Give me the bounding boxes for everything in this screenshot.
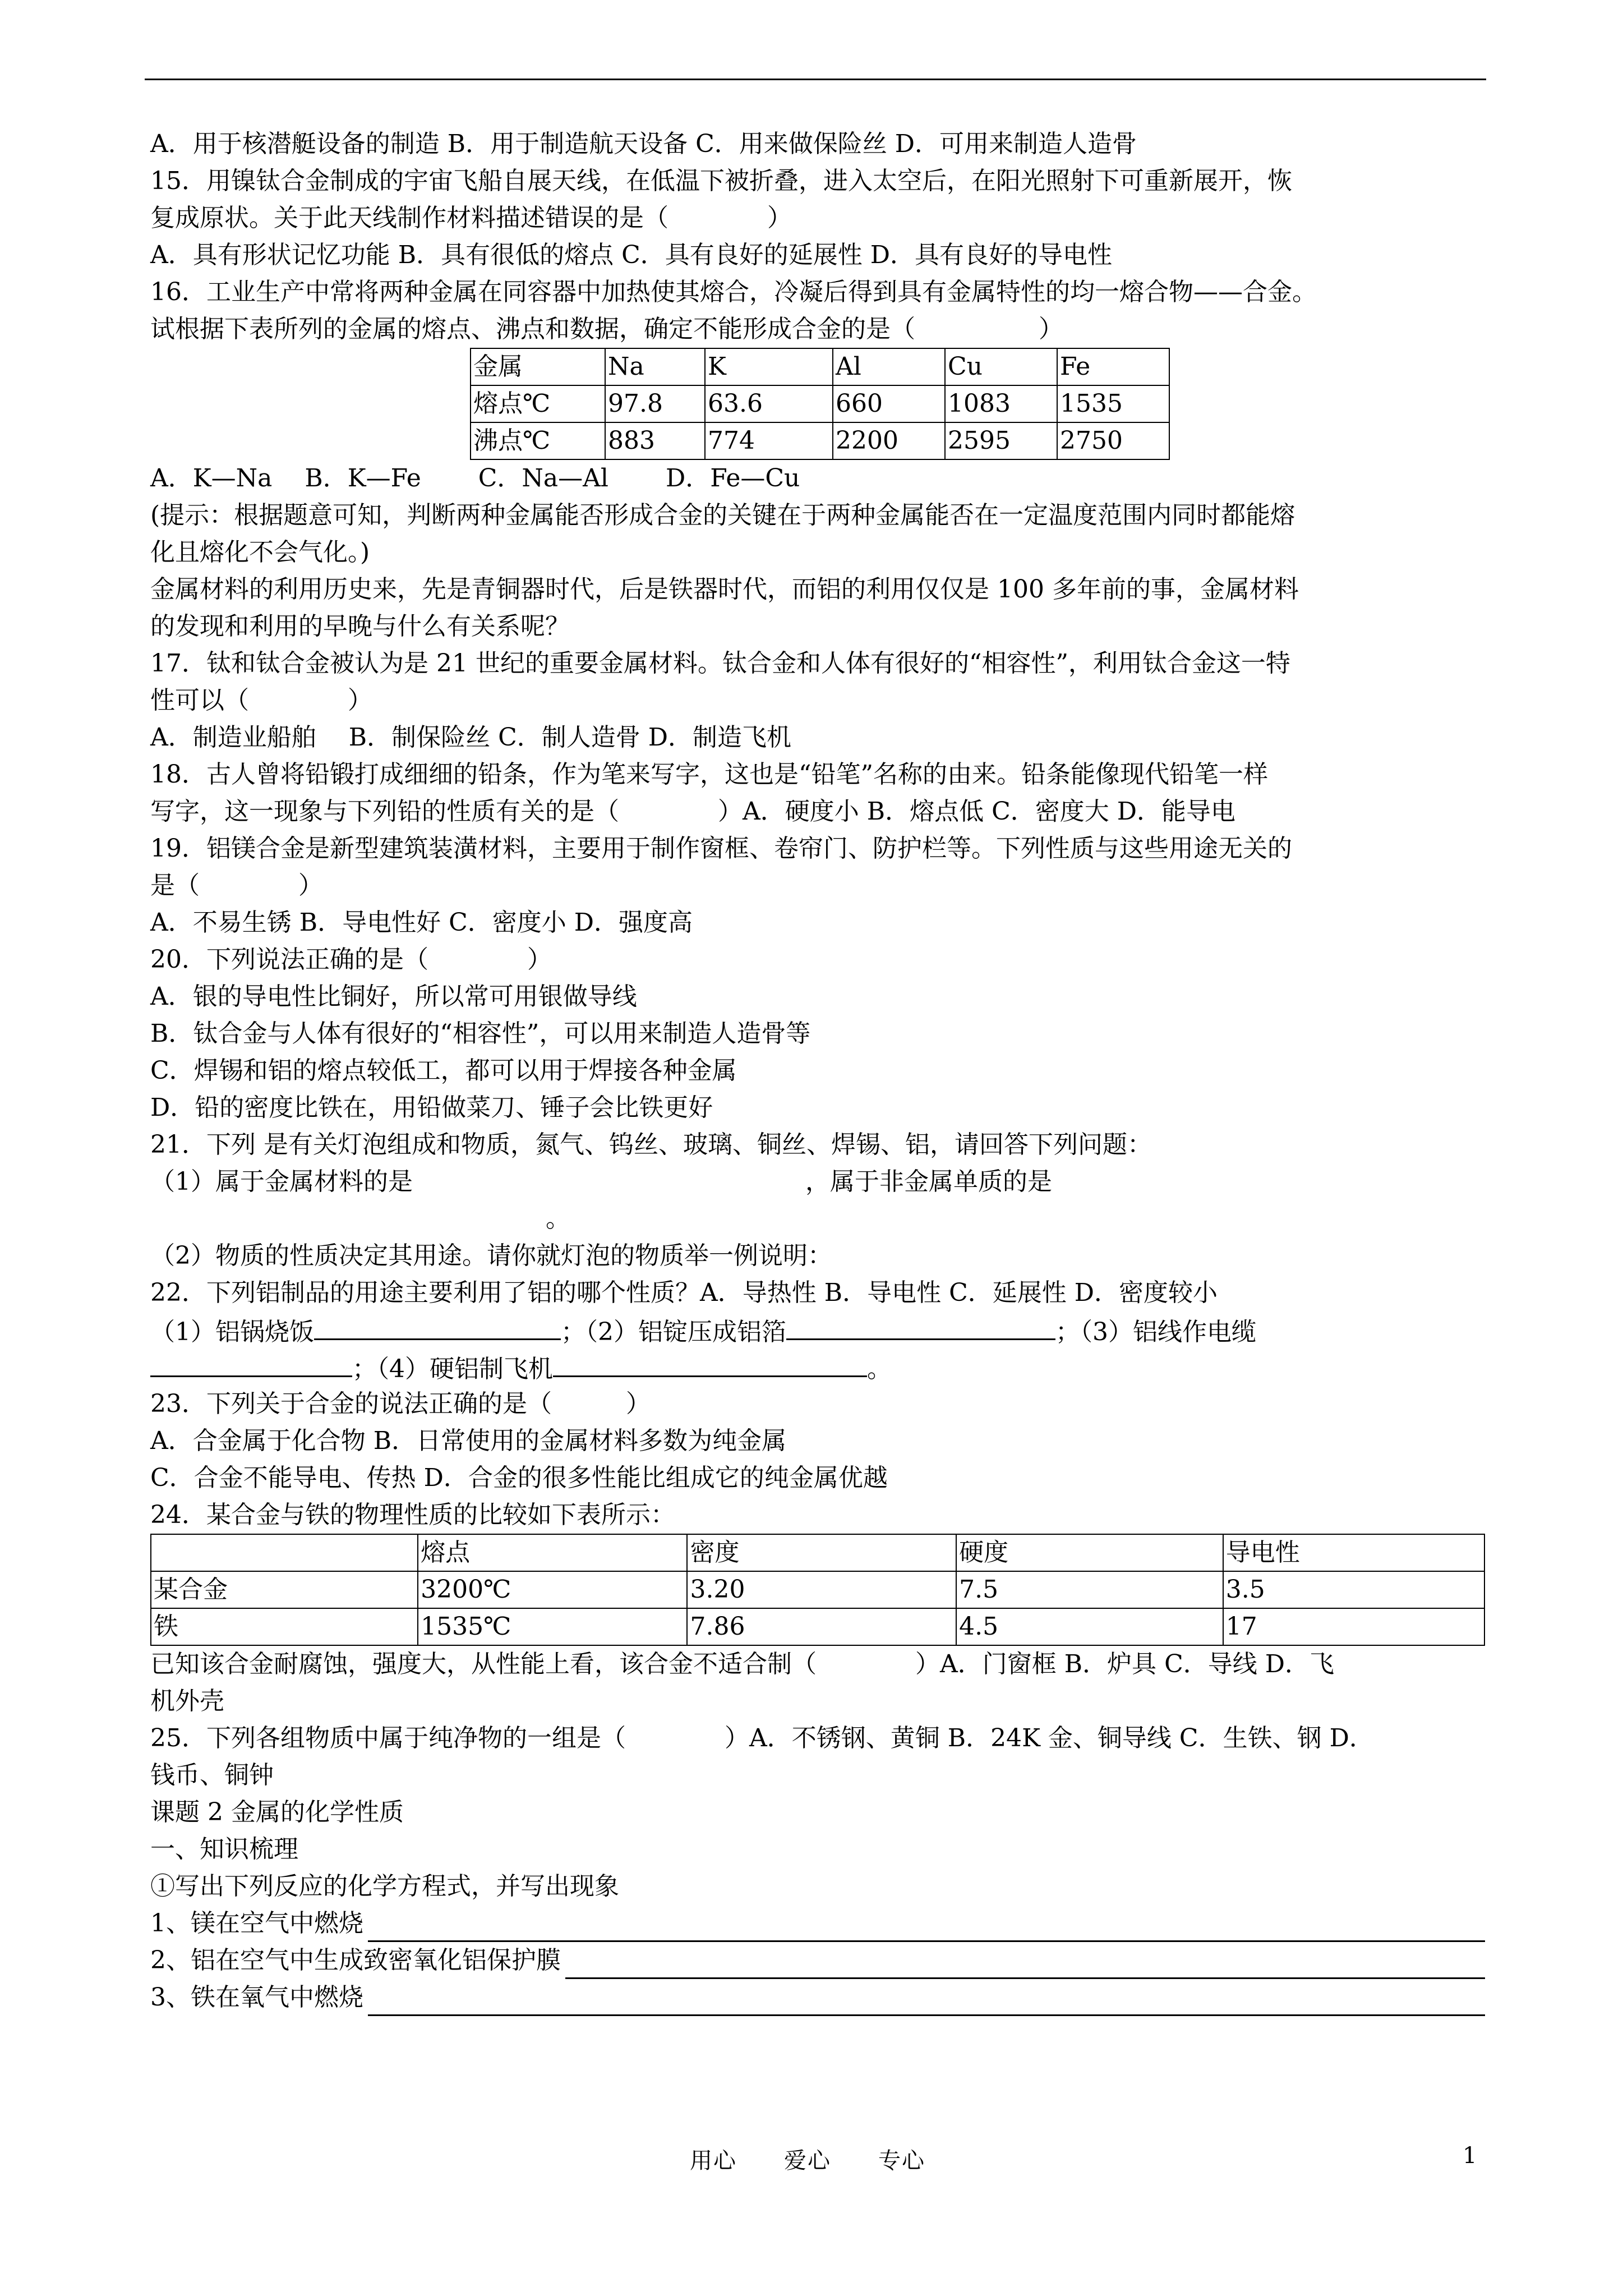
q22-label-4: ；（4）硬铝制飞机 bbox=[352, 1355, 553, 1383]
q22-answer-blank-4[interactable] bbox=[553, 1349, 867, 1377]
table-cell: 铁 bbox=[151, 1608, 418, 1645]
table-cell: 1083 bbox=[945, 385, 1057, 422]
table-row bbox=[151, 1608, 1484, 1645]
q25-stem-cont: 钱币、铜钟 bbox=[150, 1761, 274, 1789]
footer-motto: 用心 爱心 专心 bbox=[690, 2148, 925, 2174]
q20-stem: 20．下列说法正确的是（ ） bbox=[150, 945, 552, 974]
subsection-title: 一、知识梳理 bbox=[150, 1835, 298, 1864]
table-cell: 硬度 bbox=[956, 1534, 1223, 1571]
q24-stem: 24．某合金与铁的物理性质的比较如下表所示： bbox=[150, 1501, 675, 1529]
q22-answer-blank-3[interactable] bbox=[150, 1349, 352, 1377]
q24-question: 已知该合金耐腐蚀，强度大，从性能上看，该合金不适合制（ ）A．门窗框 B．炉具 C．导线 D．飞 bbox=[150, 1650, 1335, 1678]
table-cell: 4.5 bbox=[956, 1608, 1223, 1645]
table-header-row bbox=[151, 1534, 1484, 1571]
q19-stem-cont: 是（ ） bbox=[150, 871, 323, 900]
table-cell: 2595 bbox=[945, 422, 1057, 459]
instruction-text: ①写出下列反应的化学方程式，并写出现象 bbox=[150, 1872, 619, 1901]
q19-options: A．不易生锈 B．导电性好 C．密度小 D．强度高 bbox=[150, 908, 693, 937]
q14-options: A．用于核潜艇设备的制造 B．用于制造航天设备 C．用来做保险丝 D．可用来制造人造骨 bbox=[150, 130, 1137, 158]
q17-options: A．制造业船舶 B．制保险丝 C．制人造骨 D．制造飞机 bbox=[150, 723, 792, 752]
q21-part1-label-b: ，属于非金属单质的是 bbox=[805, 1167, 1052, 1196]
q20-option-a: A．银的导电性比铜好，所以常可用银做导线 bbox=[150, 982, 637, 1011]
document-body bbox=[150, 126, 1485, 2016]
q17-stem: 17．钛和钛合金被认为是 21 世纪的重要金属材料。钛合金和人体有很好的“相容性”，利用钛合金这一特 bbox=[150, 649, 1290, 678]
reaction-3-row bbox=[150, 1979, 1485, 2016]
q15-stem-cont: 复成原状。关于此天线制作材料描述错误的是（ ） bbox=[150, 204, 792, 232]
table-header-row bbox=[471, 348, 1169, 385]
table-cell: 金属 bbox=[471, 348, 605, 385]
table-cell: 2750 bbox=[1057, 422, 1169, 459]
table-cell: 2200 bbox=[833, 422, 945, 459]
q22-label-3: ；（3）铝线作电缆 bbox=[1055, 1318, 1256, 1346]
table-cell: 熔点 bbox=[418, 1534, 687, 1571]
hint-text-cont: 化且熔化不会气化。) bbox=[150, 538, 370, 567]
q21-part1-end: 。 bbox=[546, 1204, 570, 1233]
table-cell: 17 bbox=[1223, 1608, 1484, 1645]
q15-stem: 15．用镍钛合金制成的宇宙飞船自展天线，在低温下被折叠，进入太空后，在阳光照射下可重新展开，恢 bbox=[150, 167, 1292, 195]
q22-answers-row1 bbox=[150, 1312, 1485, 1349]
table-cell: 883 bbox=[605, 422, 705, 459]
q21-part2: （2）物质的性质决定其用途。请你就灯泡的物质举一例说明： bbox=[150, 1241, 832, 1270]
q22-stem: 22．下列铝制品的用途主要利用了铝的哪个性质？A．导热性 B．导电性 C．延展性 D．密度较小 bbox=[150, 1278, 1218, 1307]
reaction-2-answer-blank[interactable] bbox=[565, 1949, 1485, 1979]
q19-stem: 19．铝镁合金是新型建筑装潢材料，主要用于制作窗框、卷帘门、防护栏等。下列性质与这些用途无关的 bbox=[150, 834, 1292, 863]
q22-answer-blank-1[interactable] bbox=[314, 1312, 561, 1340]
table-row bbox=[471, 422, 1169, 459]
table-cell: 导电性 bbox=[1223, 1534, 1484, 1571]
table-row bbox=[151, 1571, 1484, 1608]
reaction-2-label: 2、铝在空气中生成致密氧化铝保护膜 bbox=[150, 1946, 561, 1975]
q21-stem: 21．下列 是有关灯泡组成和物质，氮气、钨丝、玻璃、铜丝、焊锡、铝，请回答下列问题： bbox=[150, 1130, 1152, 1159]
q16-options: A．K—Na B．K—Fe C．Na—Al D．Fe—Cu bbox=[150, 464, 800, 493]
q18-stem: 18．古人曾将铅锻打成细细的铅条，作为笔来写字，这也是“铅笔”名称的由来。铅条能像现代铅笔一样 bbox=[150, 760, 1268, 789]
table-cell: 熔点℃ bbox=[471, 385, 605, 422]
table-cell: 某合金 bbox=[151, 1571, 418, 1608]
q16-stem: 16．工业生产中常将两种金属在同容器中加热使其熔合，冷凝后得到具有金属特性的均一熔合物——合金。 bbox=[150, 278, 1317, 306]
history-paragraph: 金属材料的利用历史来，先是青铜器时代，后是铁器时代，而铝的利用仅仅是 100 多年前的事，金属材料 bbox=[150, 575, 1299, 604]
table-cell: Cu bbox=[945, 348, 1057, 385]
q22-answers-row2 bbox=[150, 1349, 1485, 1386]
table-cell: 63.6 bbox=[705, 385, 833, 422]
section-title: 课题 2 金属的化学性质 bbox=[150, 1798, 404, 1826]
alloy-vs-iron-table bbox=[150, 1534, 1485, 1646]
reaction-1-answer-blank[interactable] bbox=[368, 1912, 1485, 1942]
reaction-1-row bbox=[150, 1905, 1485, 1942]
page-number: 1 bbox=[1463, 2143, 1477, 2169]
history-paragraph-cont: 的发现和利用的早晚与什么有关系呢？ bbox=[150, 612, 570, 641]
hint-text: (提示：根据题意可知，判断两种金属能否形成合金的关键在于两种金属能否在一定温度范围内同时都能熔 bbox=[150, 501, 1295, 530]
table-cell: 660 bbox=[833, 385, 945, 422]
q20-option-d: D．铅的密度比铁在，用铅做菜刀、锤子会比铁更好 bbox=[150, 1093, 713, 1122]
q16-stem-cont: 试根据下表所列的金属的熔点、沸点和数据，确定不能形成合金的是（ ） bbox=[150, 315, 1063, 343]
table-cell: 7.5 bbox=[956, 1571, 1223, 1608]
reaction-3-answer-blank[interactable] bbox=[368, 1986, 1485, 2016]
q20-option-b: B．钛合金与人体有很好的“相容性”，可以用来制造人造骨等 bbox=[150, 1019, 811, 1048]
q24-question-cont: 机外壳 bbox=[150, 1687, 224, 1715]
table-cell: 1535℃ bbox=[418, 1608, 687, 1645]
table-cell: 密度 bbox=[687, 1534, 956, 1571]
q23-options-cd: C．合金不能导电、传热 D．合金的很多性能比组成它的纯金属优越 bbox=[150, 1464, 888, 1492]
q21-part1 bbox=[150, 1163, 1485, 1200]
table-cell bbox=[151, 1534, 418, 1571]
q25-stem: 25．下列各组物质中属于纯净物的一组是（ ）A．不锈钢、黄铜 B．24K 金、铜导线 C．生铁、钢 D． bbox=[150, 1724, 1374, 1752]
q22-label-2: ；（2）铝锭压成铝箔 bbox=[561, 1318, 786, 1346]
table-cell: 97.8 bbox=[605, 385, 705, 422]
table-cell: 3.20 bbox=[687, 1571, 956, 1608]
header-rule bbox=[145, 79, 1486, 80]
table-cell: Na bbox=[605, 348, 705, 385]
q22-answer-blank-2[interactable] bbox=[786, 1312, 1055, 1340]
reaction-1-label: 1、镁在空气中燃烧 bbox=[150, 1909, 363, 1938]
table-cell: 沸点℃ bbox=[471, 422, 605, 459]
table-cell: 3200℃ bbox=[418, 1571, 687, 1608]
q22-label-1: （1）铝锅烧饭 bbox=[150, 1318, 314, 1346]
reaction-3-label: 3、铁在氧气中燃烧 bbox=[150, 1983, 363, 2012]
table-cell: 1535 bbox=[1057, 385, 1169, 422]
table-cell: 7.86 bbox=[687, 1608, 956, 1645]
table-cell: Fe bbox=[1057, 348, 1169, 385]
table-row bbox=[471, 385, 1169, 422]
table-cell: 774 bbox=[705, 422, 833, 459]
q15-options: A．具有形状记忆功能 B．具有很低的熔点 C．具有良好的延展性 D．具有良好的导电性 bbox=[150, 241, 1113, 269]
q22-label-end: 。 bbox=[867, 1355, 892, 1383]
table-cell: Al bbox=[833, 348, 945, 385]
table-cell: K bbox=[705, 348, 833, 385]
q23-options-ab: A．合金属于化合物 B．日常使用的金属材料多数为纯金属 bbox=[150, 1427, 787, 1455]
metal-properties-table bbox=[470, 348, 1170, 460]
table-cell: 3.5 bbox=[1223, 1571, 1484, 1608]
q17-stem-cont: 性可以（ ） bbox=[150, 686, 372, 715]
q20-option-c: C．焊锡和铝的熔点较低工，都可以用于焊接各种金属 bbox=[150, 1056, 737, 1085]
q21-part1-label: （1）属于金属材料的是 bbox=[150, 1167, 413, 1196]
q23-stem: 23．下列关于合金的说法正确的是（ ） bbox=[150, 1389, 651, 1418]
q18-stem-cont: 写字，这一现象与下列铅的性质有关的是（ ）A．硬度小 B．熔点低 C．密度大 D．能导电 bbox=[150, 797, 1236, 826]
reaction-2-row bbox=[150, 1942, 1485, 1979]
